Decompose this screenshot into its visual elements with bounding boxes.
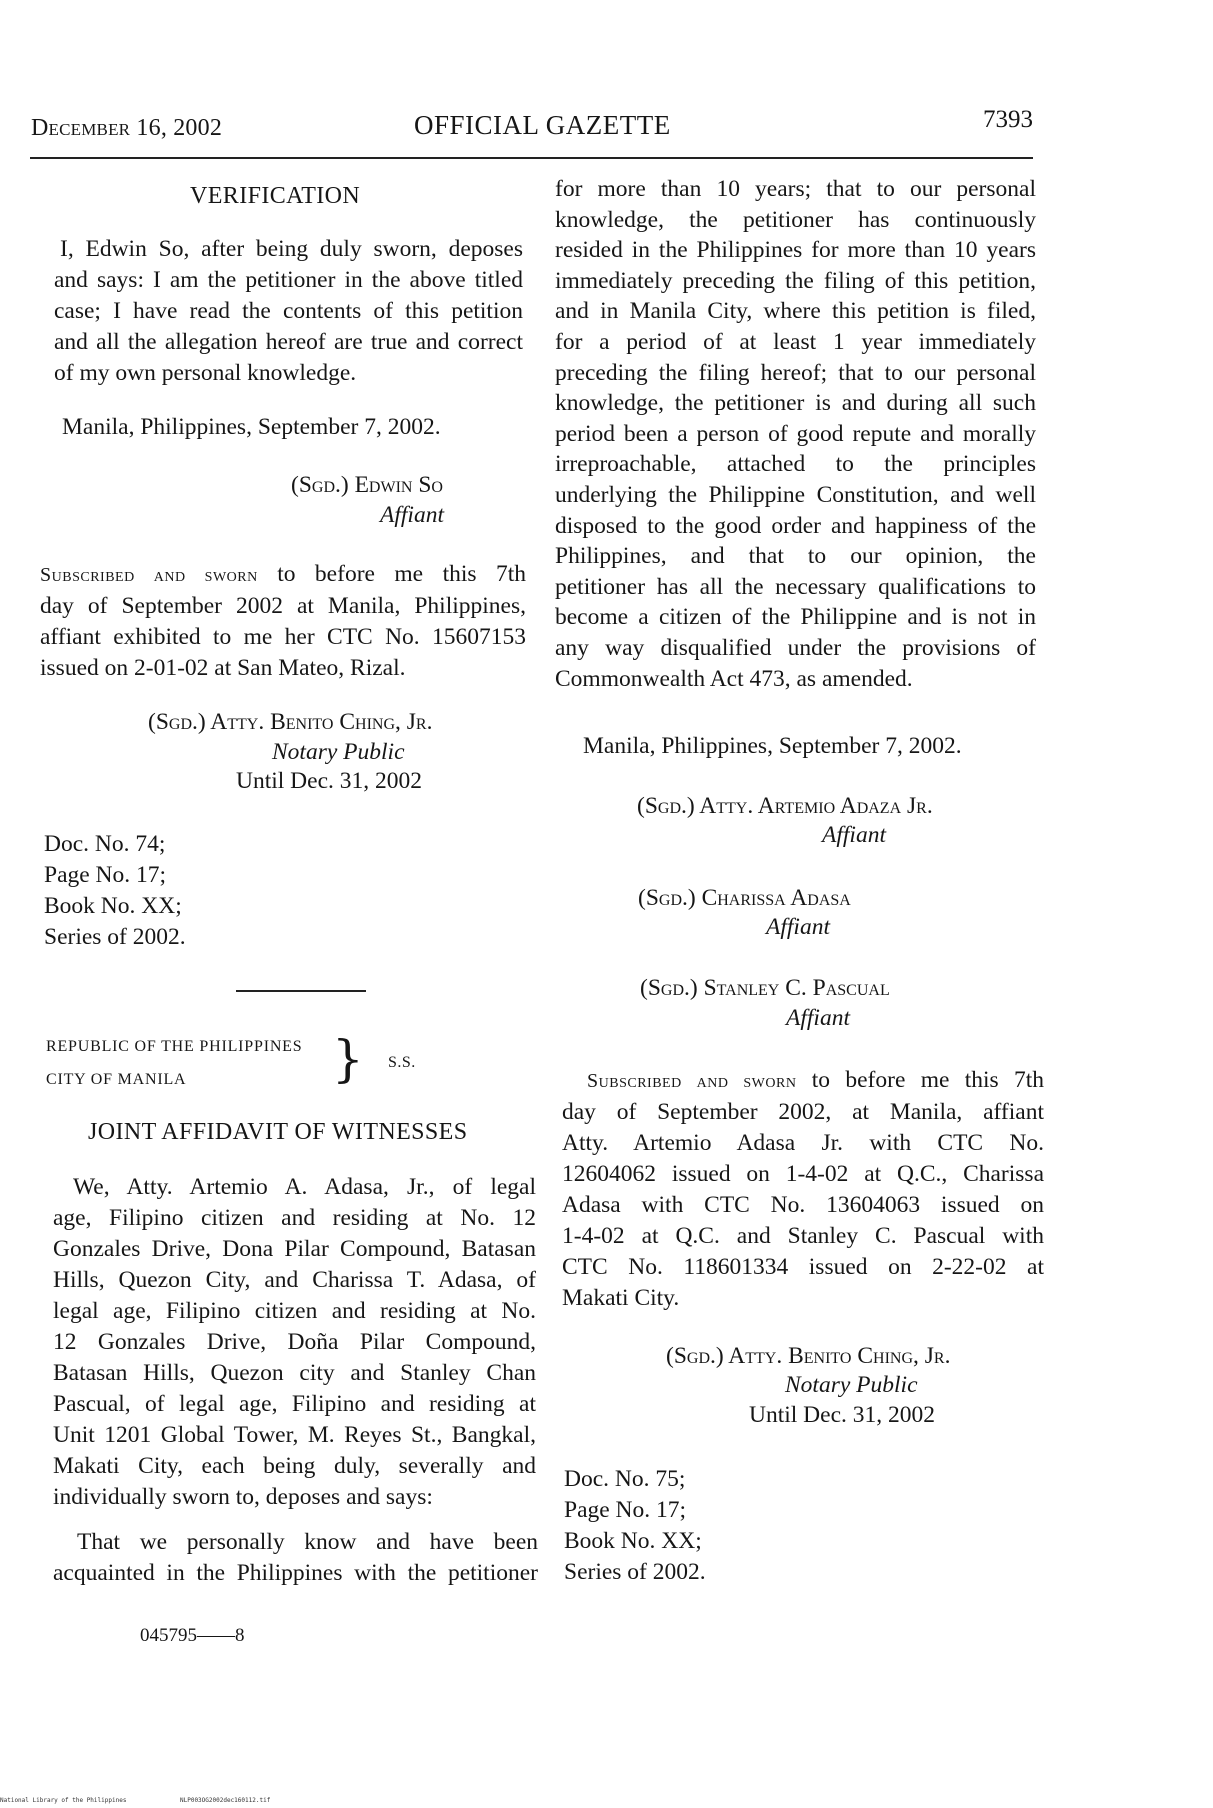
- right-doc-block: [564, 1464, 814, 1588]
- left-notary-name: (Sgd.) Atty. Benito Ching, Jr.: [148, 709, 433, 735]
- subscribed-label: Subscribed and sworn: [587, 1070, 797, 1092]
- verification-place-date: Manila, Philippines, September 7, 2002.: [62, 414, 441, 440]
- continuation-line: irreproachable, attached to the principles: [555, 451, 1036, 478]
- affiant-c-signature: (Sgd.) Stanley C. Pascual: [640, 975, 890, 1001]
- affiant-a-signature: (Sgd.) Atty. Artemio Adaza Jr.: [637, 793, 933, 819]
- verification-paragraph: [54, 234, 523, 389]
- venue-city: CITY OF MANILA: [46, 1071, 187, 1088]
- scan-library-label: National Library of the Philippines: [0, 1797, 127, 1804]
- continuation-paragraph: [555, 174, 1036, 694]
- header-rule: [30, 157, 1033, 159]
- right-subscribed-line: Makati City.: [562, 1285, 680, 1311]
- verification-line: I, Edwin So, after being duly sworn, deposes: [60, 236, 523, 262]
- right-notary-role: Notary Public: [785, 1372, 918, 1398]
- that-line: acquainted in the Philippines with the petitioner: [53, 1560, 538, 1586]
- right-subscribed-line: 12604062 issued on 1-4-02 at Q.C., Charissa: [562, 1161, 1044, 1187]
- continuation-line: disposed to the good order and happiness of the: [555, 512, 1036, 539]
- venue-ss: S.S.: [388, 1054, 416, 1071]
- affiant-b-role: Affiant: [766, 914, 830, 940]
- right-notary-until: Until Dec. 31, 2002: [749, 1402, 936, 1428]
- right-subscribed-line: Adasa with CTC No. 13604063 issued on: [562, 1192, 1044, 1218]
- right-subscribed-line: CTC No. 118601334 issued on 2-22-02 at: [562, 1254, 1044, 1280]
- that-paragraph: [53, 1527, 538, 1589]
- joint-line: age, Filipino citizen and residing at No. 12: [53, 1205, 536, 1231]
- right-subscribed-first-line: [562, 1065, 1044, 1097]
- continuation-line: underlying the Philippine Constitution, and well: [555, 481, 1036, 508]
- left-subscribed-line: affiant exhibited to me her CTC No. 15607153: [40, 624, 526, 650]
- right-subscribed-line: 1-4-02 at Q.C. and Stanley C. Pascual with: [562, 1223, 1044, 1249]
- verification-title: VERIFICATION: [190, 183, 361, 209]
- right-notary-name: (Sgd.) Atty. Benito Ching, Jr.: [666, 1343, 951, 1369]
- joint-line: Hills, Quezon City, and Charissa T. Adasa, of: [53, 1267, 536, 1293]
- joint-line: 12 Gonzales Drive, Doña Pilar Compound,: [53, 1329, 536, 1355]
- left-subscribed-paragraph: [40, 559, 526, 684]
- continuation-line: period been a person of good repute and morally: [555, 420, 1036, 447]
- continuation-line: resided in the Philippines for more than 10 years: [555, 237, 1036, 264]
- joint-line: Makati City, each being duly, severally and: [53, 1453, 536, 1479]
- left-subscribed-first-line: [40, 559, 526, 591]
- footer-code: 045795——8: [140, 1625, 245, 1646]
- right-place-date: Manila, Philippines, September 7, 2002.: [583, 733, 962, 759]
- verification-line: and says: I am the petitioner in the above titled: [54, 267, 523, 293]
- joint-line: legal age, Filipino citizen and residing at No.: [53, 1298, 536, 1324]
- left-doc-line: Doc. No. 74;: [44, 831, 166, 857]
- header-date: December 16, 2002: [31, 115, 223, 141]
- header-title: OFFICIAL GAZETTE: [414, 110, 671, 140]
- joint-line: Gonzales Drive, Dona Pilar Compound, Batasan: [53, 1236, 536, 1262]
- venue-republic: REPUBLIC OF THE PHILIPPINES: [46, 1038, 303, 1055]
- left-doc-line: Series of 2002.: [44, 924, 186, 950]
- joint-affidavit-paragraph: [53, 1172, 536, 1513]
- continuation-line: and in Manila City, where this petition is filed,: [555, 298, 1036, 325]
- left-doc-line: Book No. XX;: [44, 893, 182, 919]
- joint-line: individually sworn to, deposes and says:: [53, 1484, 433, 1510]
- continuation-line: immediately preceding the filing of this petition,: [555, 267, 1036, 294]
- left-subscribed-line: day of September 2002 at Manila, Philippines,: [40, 593, 526, 619]
- right-doc-line: Book No. XX;: [564, 1528, 702, 1554]
- subscribed-label: Subscribed and sworn: [40, 564, 258, 586]
- left-notary-role: Notary Public: [272, 739, 405, 765]
- right-subscribed-line: day of September 2002, at Manila, affiant: [562, 1099, 1044, 1125]
- continuation-line: preceding the filing hereof; that to our personal: [555, 359, 1036, 386]
- right-doc-line: Page No. 17;: [564, 1497, 687, 1523]
- verification-line: and all the allegation hereof are true and correct: [54, 329, 523, 355]
- joint-line: Pascual, of legal age, Filipino and residing at: [53, 1391, 536, 1417]
- left-doc-block: [44, 829, 294, 953]
- joint-affidavit-title: JOINT AFFIDAVIT OF WITNESSES: [88, 1119, 468, 1145]
- right-doc-line: Series of 2002.: [564, 1559, 706, 1585]
- right-doc-line: Doc. No. 75;: [564, 1466, 686, 1492]
- continuation-line: knowledge, the petitioner is and during all such: [555, 390, 1036, 417]
- affiant-b-signature: (Sgd.) Charissa Adasa: [638, 885, 851, 911]
- continuation-line: Philippines, and that to our opinion, the: [555, 543, 1036, 570]
- continuation-line: become a citizen of the Philippine and is not in: [555, 604, 1036, 631]
- verification-line: case; I have read the contents of this petition: [54, 298, 523, 324]
- right-subscribed-line: Atty. Artemio Adasa Jr. with CTC No.: [562, 1130, 1044, 1156]
- left-notary-until: Until Dec. 31, 2002: [236, 768, 423, 794]
- continuation-line: for a period of at least 1 year immediately: [555, 328, 1036, 355]
- affiant-a-role: Affiant: [822, 822, 886, 848]
- joint-line: Batasan Hills, Quezon city and Stanley Chan: [53, 1360, 536, 1386]
- continuation-line: knowledge, the petitioner has continuously: [555, 206, 1036, 233]
- right-subscribed-paragraph: [562, 1065, 1044, 1314]
- joint-line: Unit 1201 Global Tower, M. Reyes St., Bangkal,: [53, 1422, 536, 1448]
- venue-brace: }: [332, 1030, 364, 1088]
- subscribed-rest: to before me this 7th: [796, 1067, 1045, 1093]
- verification-line: of my own personal knowledge.: [54, 360, 357, 386]
- section-divider: [236, 990, 366, 992]
- affiant-c-role: Affiant: [786, 1005, 850, 1031]
- left-subscribed-line: issued on 2-01-02 at San Mateo, Rizal.: [40, 655, 406, 681]
- continuation-line: Commonwealth Act 473, as amended.: [555, 665, 913, 692]
- verification-signature-role: Affiant: [380, 502, 444, 528]
- continuation-line: petitioner has all the necessary qualifications to: [555, 573, 1036, 600]
- continuation-line: any way disqualified under the provisions of: [555, 634, 1036, 661]
- scan-file-label: NLP003OG2002dec160112.tif: [180, 1797, 271, 1804]
- that-line: That we personally know and have been: [77, 1529, 538, 1555]
- joint-line: We, Atty. Artemio A. Adasa, Jr., of legal: [73, 1174, 536, 1200]
- verification-signature: (Sgd.) Edwin So: [291, 472, 443, 498]
- continuation-line: for more than 10 years; that to our personal: [555, 176, 1036, 202]
- left-doc-line: Page No. 17;: [44, 862, 167, 888]
- subscribed-rest: to before me this 7th: [257, 561, 526, 587]
- header-page-number: 7393: [983, 106, 1033, 133]
